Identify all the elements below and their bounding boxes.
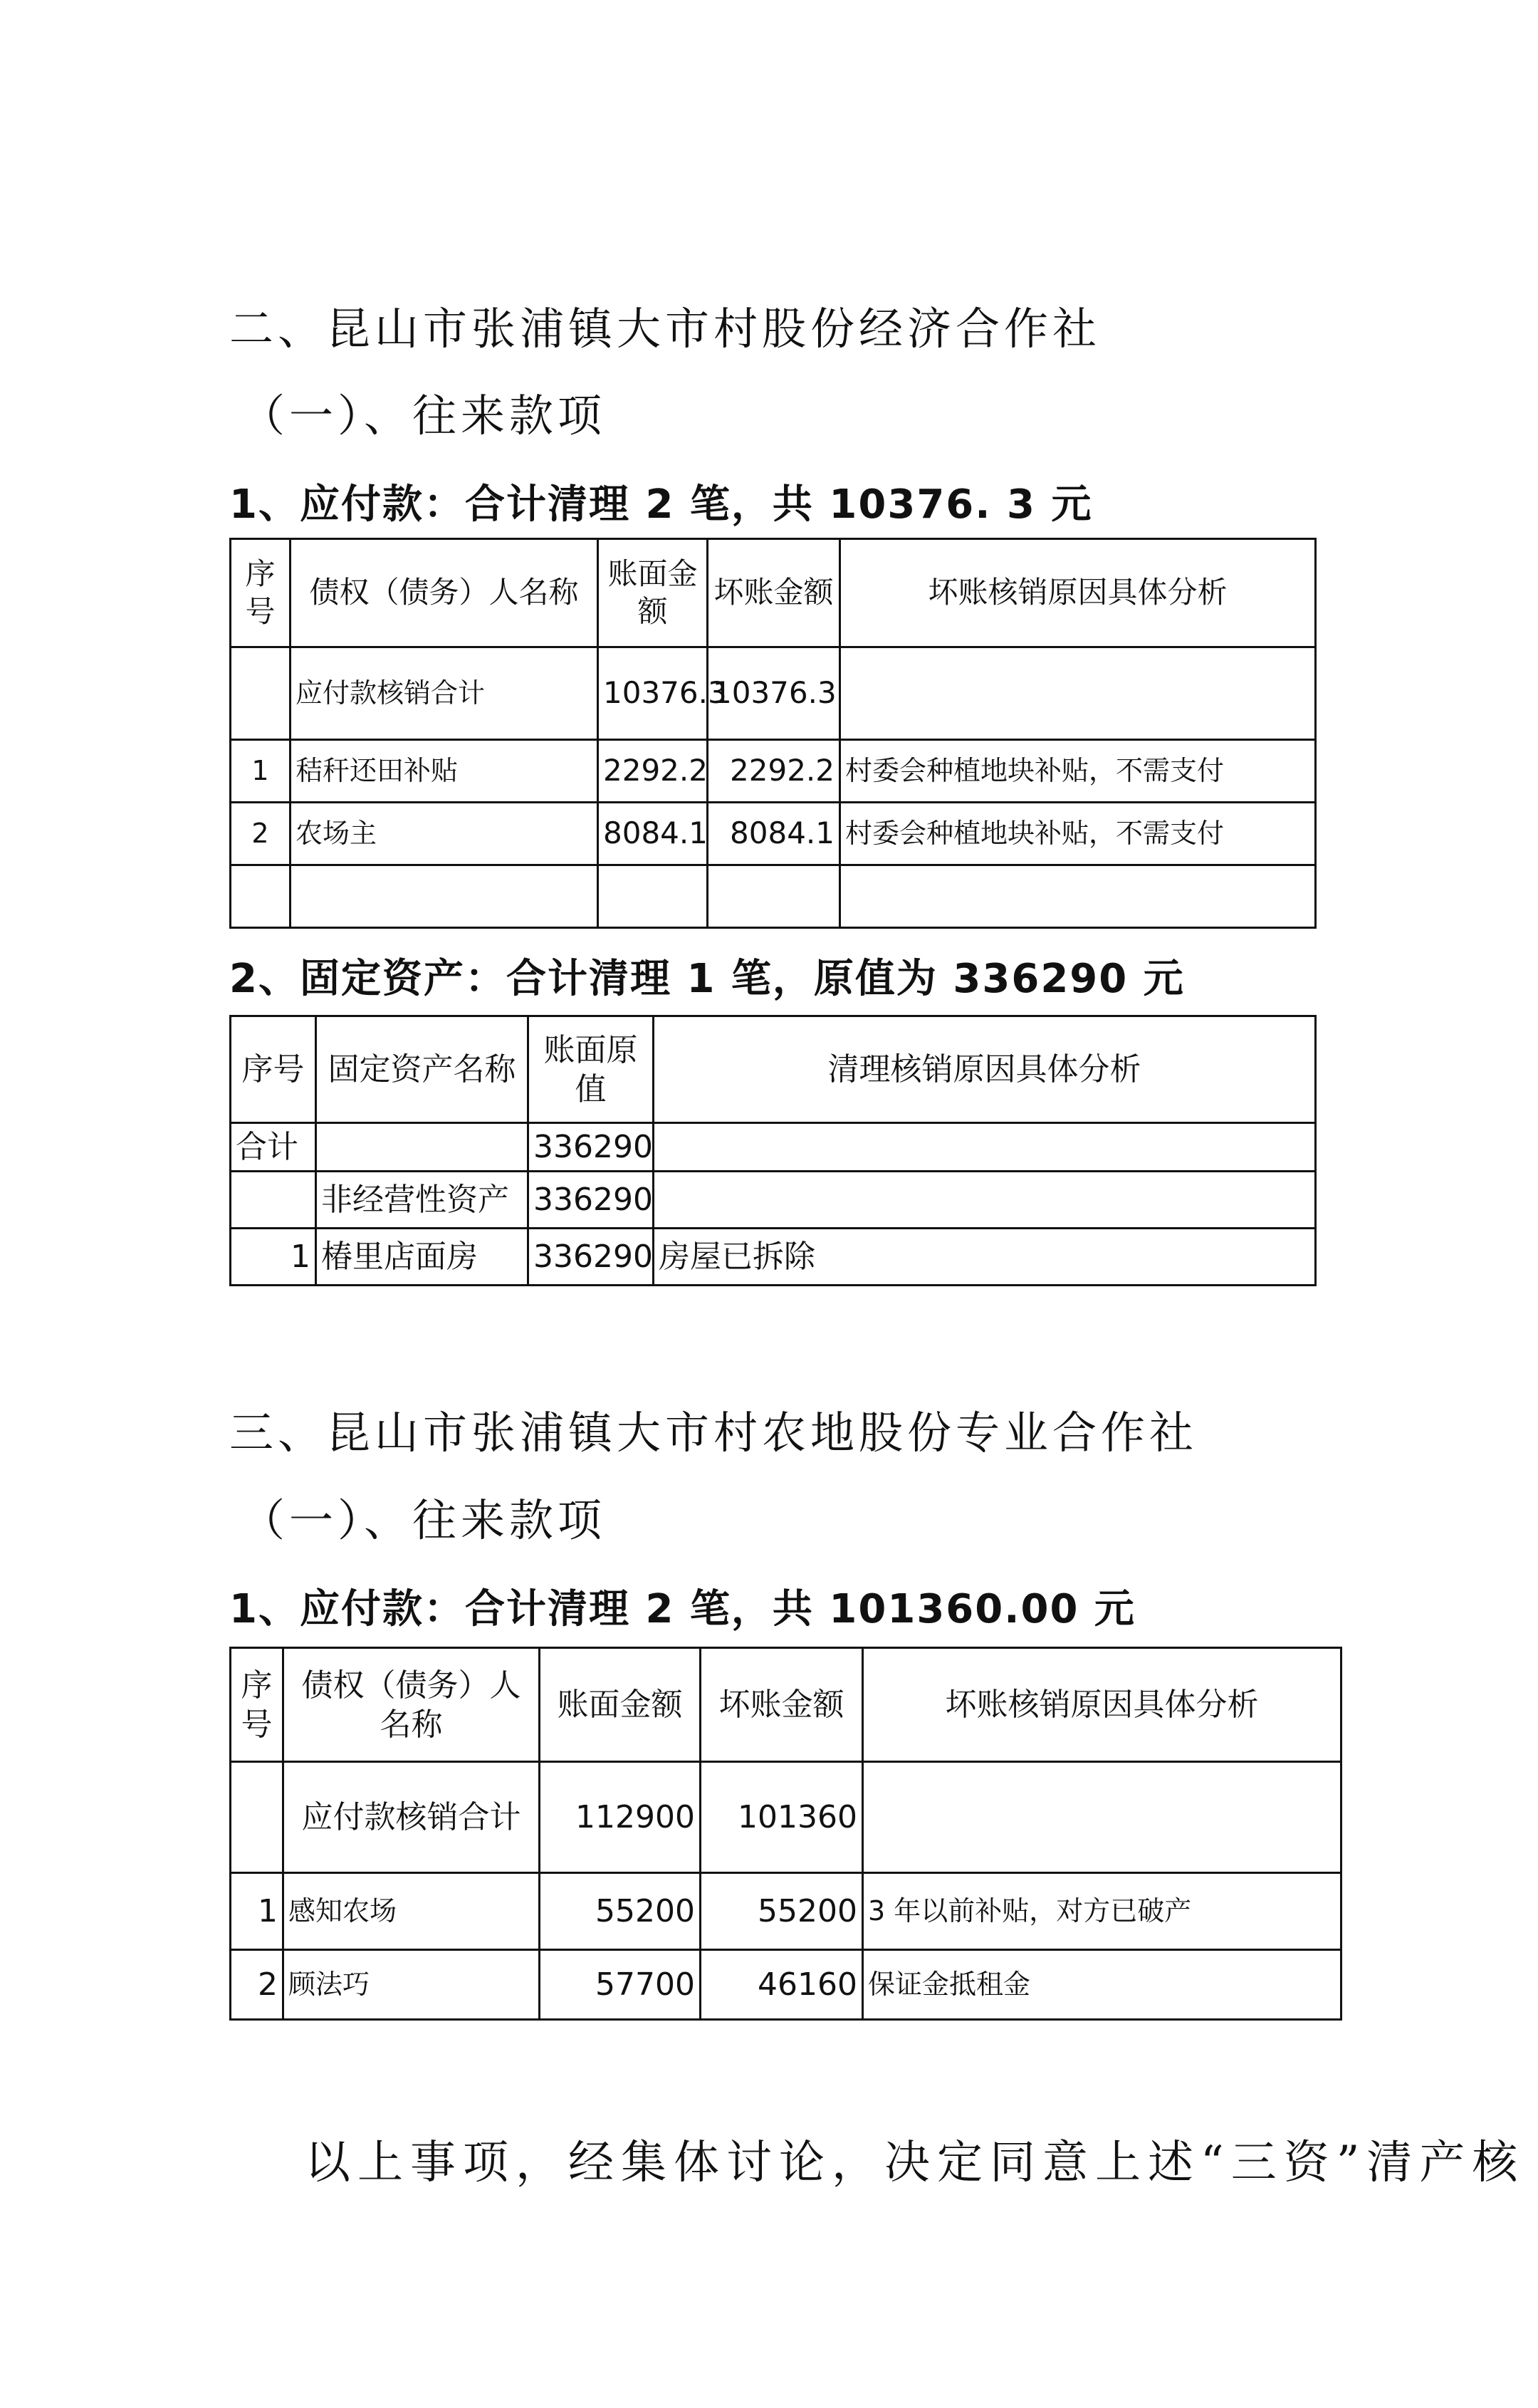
cell-reason <box>840 647 1316 740</box>
cell-index: 1 <box>231 1873 283 1950</box>
table-header-row <box>231 539 1316 647</box>
cell-index: 合计 <box>231 1123 316 1172</box>
cell-index: 2 <box>231 1950 283 2020</box>
closing-paragraph: 以上事项，经集体讨论，决定同意上述“三资”清产核 <box>305 2137 1525 2189</box>
section2-payables-heading: 1、应付款：合计清理 2 笔，共 10376. 3 元 <box>229 481 1093 528</box>
col-header-index: 序号 <box>231 1648 283 1762</box>
cell-name: 应付款核销合计 <box>283 1762 540 1873</box>
col-header-book-amount: 账面金额 <box>598 539 708 647</box>
cell-name <box>291 865 598 928</box>
cell-reason: 房屋已拆除 <box>654 1229 1316 1286</box>
cell-original-value: 336290 <box>528 1172 654 1229</box>
col-header-bad-debt: 坏账金额 <box>701 1648 863 1762</box>
cell-bad-debt <box>708 865 840 928</box>
section2-fixed-assets-heading: 2、固定资产：合计清理 1 笔，原值为 336290 元 <box>229 956 1185 1002</box>
cell-reason <box>654 1123 1316 1172</box>
cell-index <box>231 1172 316 1229</box>
cell-book-amount: 57700 <box>540 1950 701 2020</box>
cell-bad-debt: 101360 <box>701 1762 863 1873</box>
table-row <box>231 803 1316 865</box>
table-row <box>231 1873 1341 1950</box>
cell-reason <box>654 1172 1316 1229</box>
col-header-index: 序号 <box>231 539 291 647</box>
section2-title: 二、昆山市张浦镇大市村股份经济合作社 <box>229 303 1102 355</box>
cell-asset-name <box>316 1123 528 1172</box>
table-row <box>231 647 1316 740</box>
cell-original-value: 336290 <box>528 1229 654 1286</box>
cell-index: 1 <box>231 740 291 803</box>
cell-index <box>231 865 291 928</box>
cell-name: 秸秆还田补贴 <box>291 740 598 803</box>
col-header-book-amount: 账面金额 <box>540 1648 701 1762</box>
cell-reason: 3 年以前补贴，对方已破产 <box>863 1873 1341 1950</box>
payables-table-2 <box>229 1647 1342 2021</box>
cell-book-amount <box>598 865 708 928</box>
section3-payables-heading: 1、应付款：合计清理 2 笔，共 101360.00 元 <box>229 1586 1136 1632</box>
cell-reason: 村委会种植地块补贴，不需支付 <box>840 740 1316 803</box>
cell-book-amount: 112900 <box>540 1762 701 1873</box>
fixed-assets-table <box>229 1015 1317 1286</box>
cell-reason: 保证金抵租金 <box>863 1950 1341 2020</box>
table-row <box>231 1950 1341 2020</box>
cell-name: 农场主 <box>291 803 598 865</box>
section3-subtitle: （一）、往来款项 <box>241 1494 607 1546</box>
table-row <box>231 1762 1341 1873</box>
col-header-index: 序号 <box>231 1016 316 1123</box>
col-header-original-value: 账面原值 <box>528 1016 654 1123</box>
col-header-reason: 清理核销原因具体分析 <box>654 1016 1316 1123</box>
cell-book-amount: 10376.3 <box>598 647 708 740</box>
section2-subtitle: （一）、往来款项 <box>241 390 607 442</box>
table-row <box>231 865 1316 928</box>
cell-index <box>231 647 291 740</box>
cell-index: 1 <box>231 1229 316 1286</box>
cell-bad-debt: 8084.1 <box>708 803 840 865</box>
cell-book-amount: 2292.2 <box>598 740 708 803</box>
col-header-name: 债权（债务）人名称 <box>283 1648 540 1762</box>
section3-title: 三、昆山市张浦镇大市村农地股份专业合作社 <box>229 1407 1198 1459</box>
table-row <box>231 740 1316 803</box>
cell-bad-debt: 2292.2 <box>708 740 840 803</box>
cell-asset-name: 椿里店面房 <box>316 1229 528 1286</box>
cell-index <box>231 1762 283 1873</box>
col-header-reason: 坏账核销原因具体分析 <box>840 539 1316 647</box>
cell-name: 顾法巧 <box>283 1950 540 2020</box>
col-header-reason: 坏账核销原因具体分析 <box>863 1648 1341 1762</box>
table-row <box>231 1172 1316 1229</box>
cell-reason <box>863 1762 1341 1873</box>
cell-bad-debt: 10376.3 <box>708 647 840 740</box>
col-header-asset-name: 固定资产名称 <box>316 1016 528 1123</box>
table-header-row <box>231 1648 1341 1762</box>
cell-asset-name: 非经营性资产 <box>316 1172 528 1229</box>
cell-book-amount: 55200 <box>540 1873 701 1950</box>
cell-bad-debt: 55200 <box>701 1873 863 1950</box>
cell-reason <box>840 865 1316 928</box>
col-header-name: 债权（债务）人名称 <box>291 539 598 647</box>
table-header-row <box>231 1016 1316 1123</box>
col-header-bad-debt: 坏账金额 <box>708 539 840 647</box>
cell-book-amount: 8084.1 <box>598 803 708 865</box>
cell-bad-debt: 46160 <box>701 1950 863 2020</box>
table-row <box>231 1123 1316 1172</box>
cell-index: 2 <box>231 803 291 865</box>
cell-name: 感知农场 <box>283 1873 540 1950</box>
payables-table-1 <box>229 538 1317 929</box>
cell-name: 应付款核销合计 <box>291 647 598 740</box>
cell-reason: 村委会种植地块补贴，不需支付 <box>840 803 1316 865</box>
cell-original-value: 336290 <box>528 1123 654 1172</box>
table-row <box>231 1229 1316 1286</box>
